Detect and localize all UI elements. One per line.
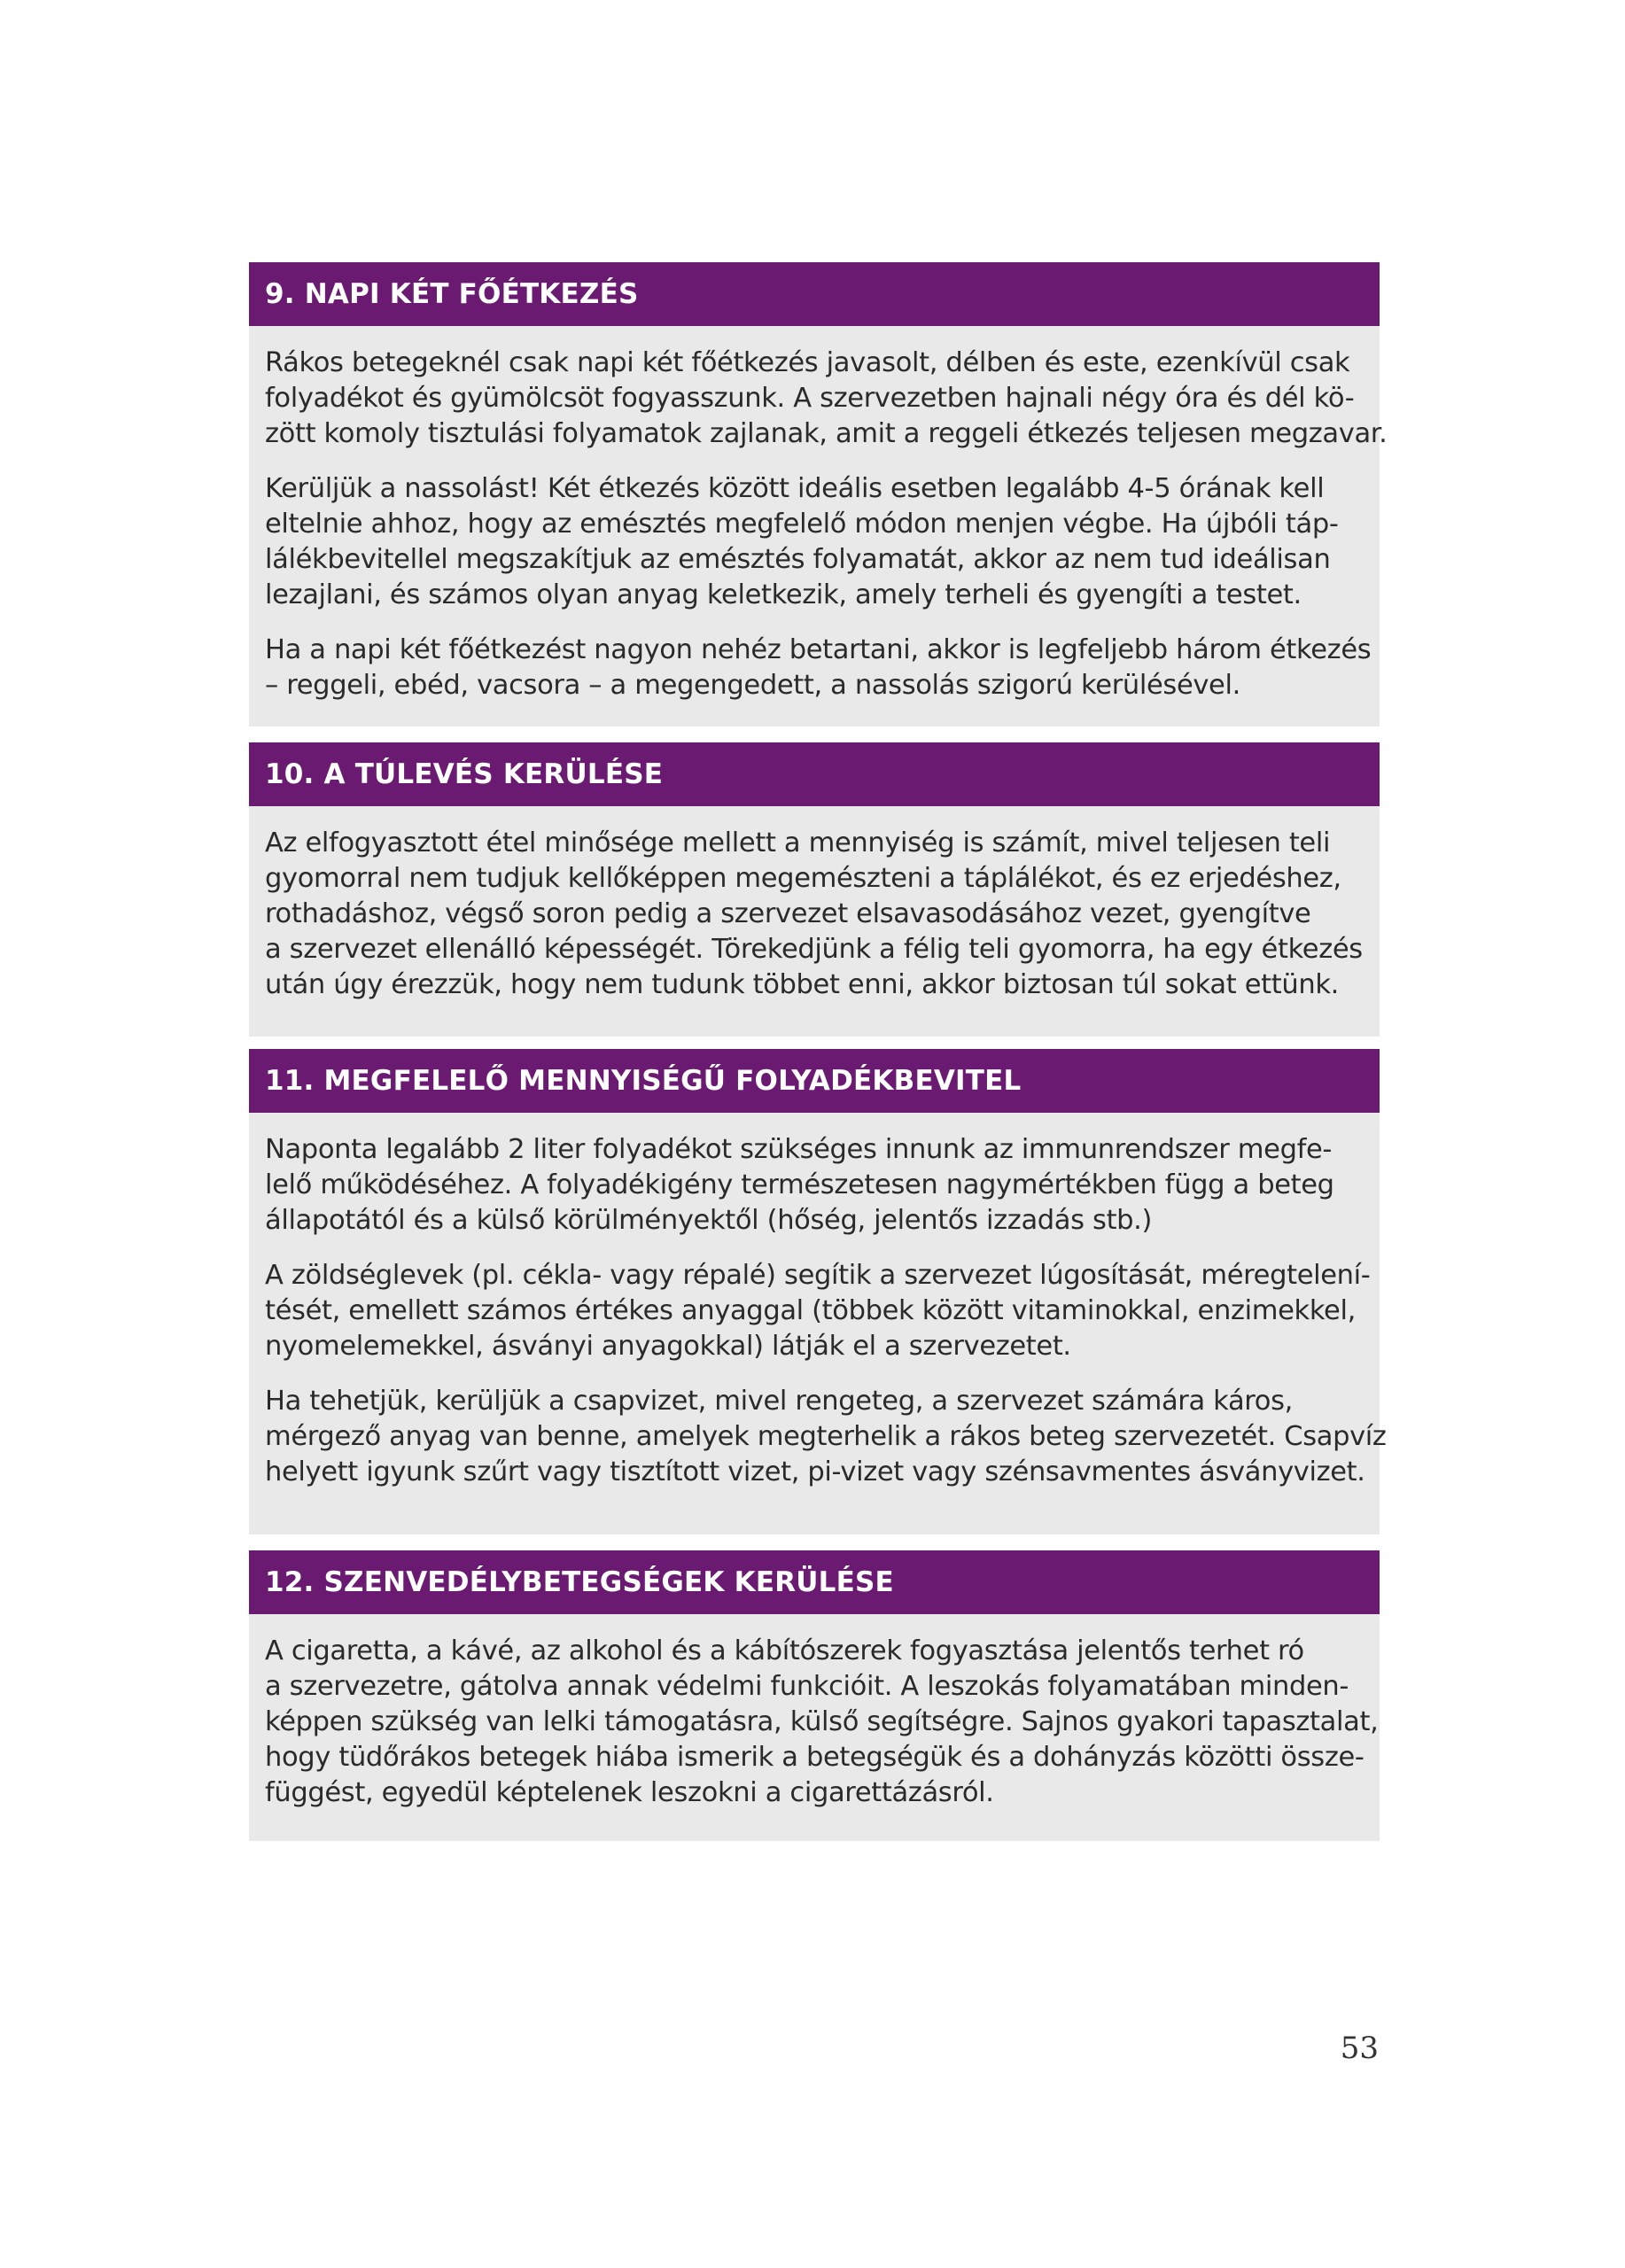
text-line: A zöldséglevek (pl. cékla- vagy répalé) segítik a szervezet lúgosítását, méregtelení- [265, 1260, 1371, 1291]
text-line: helyett igyunk szűrt vagy tisztított vizet, pi-vizet vagy szénsavmentes ásványvizet. [265, 1456, 1365, 1487]
text-line: folyadékot és gyümölcsöt fogyasszunk. A szervezetben hajnali négy óra és dél kö- [265, 383, 1355, 414]
text-line: A cigaretta, a kávé, az alkohol és a kábítószerek fogyasztása jelentős terhet ró [265, 1635, 1304, 1666]
text-line: lálékbevitellel megszakítjuk az emésztés folyamatát, akkor az nem tud ideálisan [265, 544, 1331, 575]
text-line: a szervezetre, gátolva annak védelmi funkcióit. A leszokás folyamatában minden- [265, 1671, 1349, 1702]
text-line: hogy tüdőrákos betegek hiába ismerik a betegségük és a dohányzás közötti össze- [265, 1742, 1365, 1773]
section-9 [249, 262, 1388, 726]
text-line: Ha a napi két főétkezést nagyon nehéz betartani, akkor is legfeljebb három étkezés [265, 634, 1372, 665]
paragraph [265, 471, 1353, 613]
section-10 [249, 742, 1380, 1037]
section-12 [249, 1550, 1380, 1841]
text-line: lelő működéséhez. A folyadékigény természetesen nagymértékben függ a beteg [265, 1169, 1334, 1200]
text-line: állapotától és a külső körülményektől (hőség, jelentős izzadás stb.) [265, 1205, 1153, 1236]
text-line: a szervezet ellenálló képességét. Törekedjünk a félig teli gyomorra, ha egy étkezés [265, 934, 1363, 965]
section-body [249, 1113, 1387, 1518]
section-body [249, 806, 1380, 1031]
paragraph [265, 1258, 1371, 1364]
text-line: Rákos betegeknél csak napi két főétkezés javasolt, délben és este, ezenkívül csak [265, 347, 1350, 378]
text-line: után úgy érezzük, hogy nem tudunk többet enni, akkor biztosan túl sokat ettünk. [265, 969, 1339, 1000]
text-line: Naponta legalább 2 liter folyadékot szükséges innunk az immunrendszer megfe- [265, 1134, 1333, 1165]
text-line: – reggeli, ebéd, vacsora – a megengedett, a nassolás szigorú kerülésével. [265, 670, 1240, 701]
section-body [249, 1614, 1380, 1839]
text-line: Az elfogyasztott étel minősége mellett a mennyiség is számít, mivel teljesen teli [265, 827, 1331, 858]
text-line: függést, egyedül képtelenek leszokni a cigarettázásról. [265, 1777, 994, 1808]
section-title: 10. A TÚLEVÉS KERÜLÉSE [249, 742, 1380, 806]
text-line: rothadáshoz, végső soron pedig a szervezet elsavasodásához vezet, gyengítve [265, 898, 1311, 929]
section-title: 12. SZENVEDÉLYBETEGSÉGEK KERÜLÉSE [249, 1550, 1380, 1614]
text-line: tését, emellett számos értékes anyaggal (többek között vitaminokkal, enzimekkel, [265, 1295, 1356, 1326]
text-line: gyomorral nem tudjuk kellőképpen megemészteni a táplálékot, és ez erjedéshez, [265, 863, 1341, 894]
text-line: mérgező anyag van benne, amelyek megterhelik a rákos beteg szervezetét. Csapvíz [265, 1421, 1387, 1452]
section-11 [249, 1049, 1387, 1534]
paragraph [265, 826, 1363, 1003]
text-line: Ha tehetjük, kerüljük a csapvizet, mivel rengeteg, a szervezet számára káros, [265, 1386, 1294, 1417]
text-line: képpen szükség van lelki támogatásra, külső segítségre. Sajnos gyakori tapasztalat, [265, 1706, 1379, 1737]
text-line: lezajlani, és számos olyan anyag keletkezik, amely terheli és gyengíti a testet. [265, 579, 1302, 610]
section-body [249, 326, 1388, 732]
paragraph [265, 1384, 1387, 1490]
text-line: eltelnie ahhoz, hogy az emésztés megfelelő módon menjen végbe. Ha újbóli táp- [265, 509, 1339, 540]
text-line: nyomelemekkel, ásványi anyagokkal) látják el a szervezetet. [265, 1331, 1071, 1362]
section-title: 9. NAPI KÉT FŐÉTKEZÉS [249, 262, 1380, 326]
section-title: 11. MEGFELELŐ MENNYISÉGŰ FOLYADÉKBEVITEL [249, 1049, 1380, 1113]
text-line: zött komoly tisztulási folyamatok zajlanak, amit a reggeli étkezés teljesen megzavar. [265, 418, 1388, 449]
page-number: 53 [1340, 2031, 1379, 2066]
paragraph [265, 633, 1372, 703]
paragraph [265, 1132, 1353, 1239]
text-line: Kerüljük a nassolást! Két étkezés között ideális esetben legalább 4-5 órának kell [265, 473, 1325, 504]
paragraph [265, 346, 1388, 452]
paragraph [265, 1634, 1379, 1811]
